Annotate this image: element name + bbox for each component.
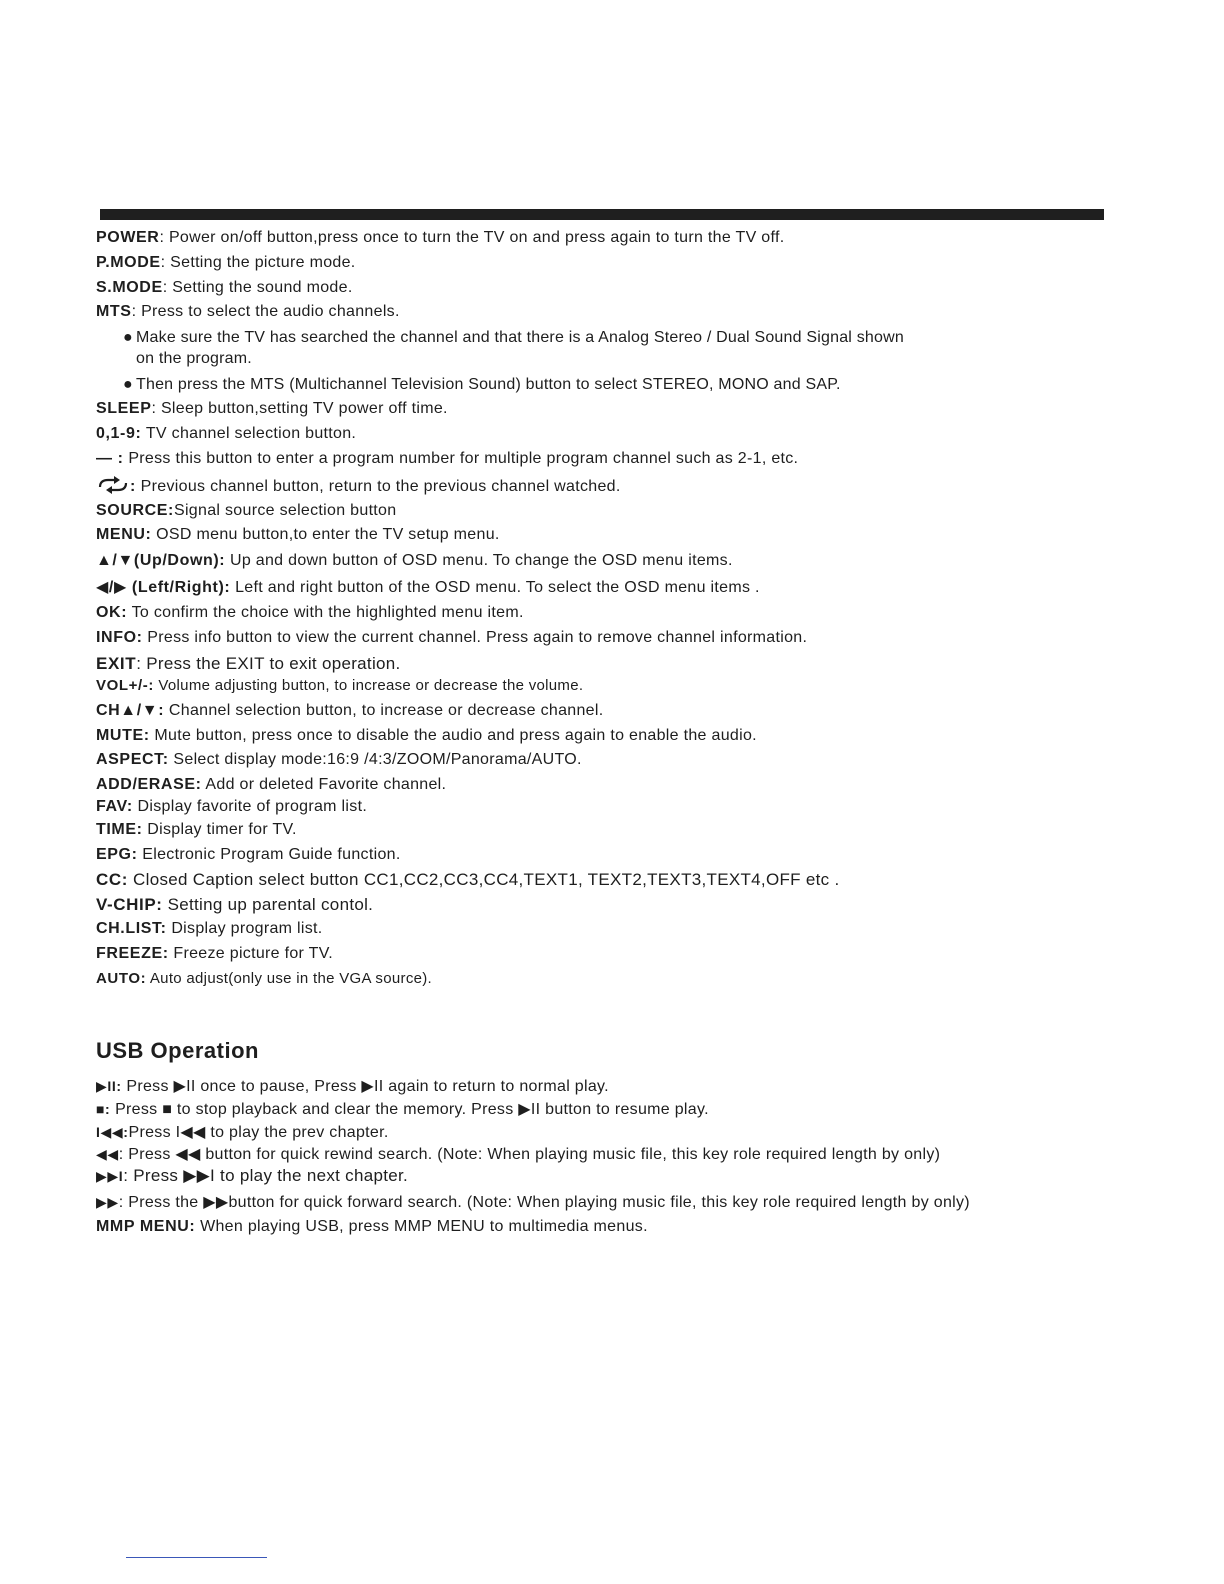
usb-play-pause: ▶II: Press ▶II once to pause, Press ▶II again to return to normal play. xyxy=(96,1077,609,1095)
usb-mmp-menu: MMP MENU: When playing USB, press MMP MENU to multimedia menus. xyxy=(96,1217,648,1235)
desc-chlist: CH.LIST: Display program list. xyxy=(96,920,323,938)
desc-exit: EXIT: Press the EXIT to exit operation. xyxy=(96,653,401,673)
desc-add-erase: ADD/ERASE: Add or deleted Favorite channel. xyxy=(96,776,447,794)
desc-ch: CH▲/▼: Channel selection button, to increase or decrease channel. xyxy=(96,701,604,719)
desc-vchip: V-CHIP: Setting up parental contol. xyxy=(96,894,374,914)
desc-aspect: ASPECT: Select display mode:16:9 /4:3/ZOOM/Panorama/AUTO. xyxy=(96,751,582,769)
desc-recall: : Previous channel button, return to the previous channel watched. xyxy=(96,474,1136,501)
desc-vol: VOL+/-: Volume adjusting button, to increase or decrease the volume. xyxy=(96,676,584,694)
desc-ok: OK: To confirm the choice with the highlighted menu item. xyxy=(96,604,524,622)
desc-digits: 0,1-9: TV channel selection button. xyxy=(96,424,357,442)
desc-power: POWER: Power on/off button,press once to turn the TV on and press again to turn the TV off. xyxy=(96,229,785,246)
desc-time: TIME: Display timer for TV. xyxy=(96,821,297,839)
usb-stop: ■: Press ■ to stop playback and clear the memory. Press ▶II button to resume play. xyxy=(96,1100,709,1118)
desc-source: SOURCE:Signal source selection button xyxy=(96,501,397,519)
desc-fav: FAV: Display favorite of program list. xyxy=(96,798,368,816)
desc-pmode: P.MODE: Setting the picture mode. xyxy=(96,253,356,271)
bullet-icon: ● xyxy=(123,376,133,394)
desc-smode: S.MODE: Setting the sound mode. xyxy=(96,278,353,296)
footer-rule xyxy=(126,1557,267,1558)
usb-next: ▶▶I: Press ▶▶I to play the next chapter. xyxy=(96,1165,409,1185)
desc-sleep: SLEEP: Sleep button,setting TV power off time. xyxy=(96,400,448,418)
desc-up-down: ▲/▼(Up/Down): Up and down button of OSD menu. To change the OSD menu items. xyxy=(96,552,733,570)
mts-note-2: ● Then press the MTS (Multichannel Television Sound) button to select STEREO, MONO and SAP. xyxy=(123,376,841,394)
header-rule xyxy=(100,209,1104,220)
usb-rewind: ◀◀: Press ◀◀ button for quick rewind search. (Note: When playing music file, this key role required length by only) xyxy=(96,1145,941,1163)
desc-info: INFO: Press info button to view the current channel. Press again to remove channel information. xyxy=(96,628,808,646)
desc-menu: MENU: OSD menu button,to enter the TV setup menu. xyxy=(96,526,500,544)
recall-icon xyxy=(96,476,130,494)
desc-freeze: FREEZE: Freeze picture for TV. xyxy=(96,945,333,963)
desc-auto: AUTO: Auto adjust(only use in the VGA source). xyxy=(96,969,433,987)
usb-forward: ▶▶: Press the ▶▶button for quick forward search. (Note: When playing music file, this key role required length by only) xyxy=(96,1193,970,1211)
desc-left-right: ◀/▶ (Left/Right): Left and right button of the OSD menu. To select the OSD menu items . xyxy=(96,579,760,597)
remote-button-descriptions xyxy=(96,228,1136,1242)
desc-cc: CC: Closed Caption select button CC1,CC2,CC3,CC4,TEXT1, TEXT2,TEXT3,TEXT4,OFF etc . xyxy=(96,869,840,889)
bullet-icon: ● xyxy=(123,329,133,347)
desc-mute: MUTE: Mute button, press once to disable the audio and press again to enable the audio. xyxy=(96,726,757,744)
desc-dash: — : Press this button to enter a program number for multiple program channel such as 2-1, etc. xyxy=(96,449,799,467)
usb-prev: I◀◀:Press I◀◀ to play the prev chapter. xyxy=(96,1123,389,1141)
desc-mts: MTS: Press to select the audio channels. xyxy=(96,303,400,321)
usb-section-title: USB Operation xyxy=(96,1037,259,1063)
mts-note-1: ● Make sure the TV has searched the channel and that there is a Analog Stereo / Dual Sound Signal shown on the program. xyxy=(123,329,904,368)
desc-epg: EPG: Electronic Program Guide function. xyxy=(96,845,401,863)
